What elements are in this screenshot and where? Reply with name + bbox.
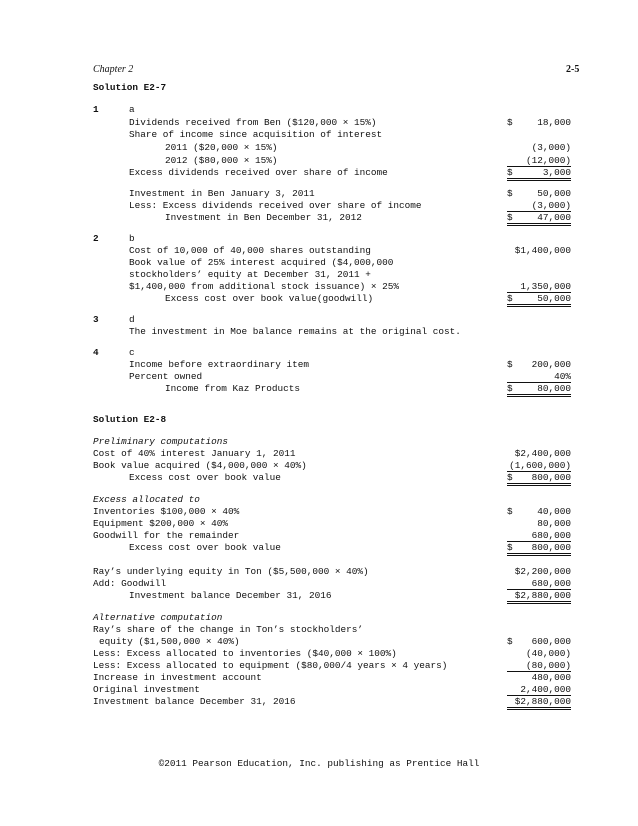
ledger-row: $1,400,000 from additional stock issuance) × 25% 1,350,000 xyxy=(129,281,571,292)
question-number: 3 xyxy=(93,314,99,325)
answer-letter: d xyxy=(129,314,135,325)
ledger-row: Income from Kaz Products $ 80,000 xyxy=(93,383,573,395)
ledger-row: Book value of 25% interest acquired ($4,000,000 xyxy=(129,257,394,268)
section-title-e2-8: Solution E2-8 xyxy=(93,414,167,425)
ledger-row: Ray’s underlying equity in Ton ($5,500,000 × 40%) $2,200,000 xyxy=(93,566,571,577)
question-number: 2 xyxy=(93,233,99,244)
ledger-row: Less: Excess allocated to equipment ($80,000/4 years × 4 years) (80,000) xyxy=(93,660,571,671)
ledger-row: Book value acquired ($4,000,000 × 40%) (1,600,000) xyxy=(93,460,571,471)
page-number: 2-5 xyxy=(566,64,580,75)
ledger-row: Add: Goodwill 680,000 xyxy=(93,578,571,589)
ledger-row: Investment in Ben January 3, 2011 $ 50,000 xyxy=(129,188,571,199)
ledger-row: Excess dividends received over share of income $ 3,000 xyxy=(93,167,573,179)
ledger-row: Investment balance December 31, 2016 $2,880,000 xyxy=(93,590,573,602)
ledger-row: Excess cost over book value(goodwill) $ 50,000 xyxy=(93,293,573,305)
ledger-row: 2012 ($80,000 × 15%) (12,000) xyxy=(165,155,571,166)
subheading: Alternative computation xyxy=(93,612,223,623)
ledger-row: Inventories $100,000 × 40% $ 40,000 xyxy=(93,506,571,517)
ledger-row: Dividends received from Ben ($120,000 × 15%) $ 18,000 xyxy=(129,117,571,128)
question-number: 1 xyxy=(93,104,99,115)
subheading: Excess allocated to xyxy=(93,494,200,505)
section-title-e2-7: Solution E2-7 xyxy=(93,82,167,93)
ledger-row: Cost of 10,000 of 40,000 shares outstanding $1,400,000 xyxy=(129,245,571,256)
ledger-row: Increase in investment account 480,000 xyxy=(93,672,571,683)
ledger-row: stockholders’ equity at December 31, 2011 + xyxy=(129,269,371,280)
ledger-row: Investment balance December 31, 2016 $2,880,000 xyxy=(93,696,573,708)
ledger-row: Share of income since acquisition of interest xyxy=(129,129,383,140)
ledger-row: Cost of 40% interest January 1, 2011 $2,400,000 xyxy=(93,448,571,459)
ledger-row: Investment in Ben December 31, 2012 $ 47,000 xyxy=(93,212,573,224)
answer-letter: b xyxy=(129,233,135,244)
chapter-header: Chapter 2 xyxy=(93,64,134,75)
ledger-row: Equipment $200,000 × 40% 80,000 xyxy=(93,518,571,529)
answer-letter: a xyxy=(129,104,135,115)
ledger-row: 2011 ($20,000 × 15%) (3,000) xyxy=(165,142,571,153)
ledger-row: equity ($1,500,000 × 40%) $ 600,000 xyxy=(99,636,571,647)
ledger-row: Less: Excess dividends received over share of income (3,000) xyxy=(129,200,571,211)
question-number: 4 xyxy=(93,347,99,358)
ledger-row: The investment in Moe balance remains at the original cost. xyxy=(129,326,461,337)
ledger-row: Ray’s share of the change in Ton’s stockholders’ xyxy=(93,624,364,635)
ledger-row: Excess cost over book value $ 800,000 xyxy=(93,542,573,554)
answer-letter: c xyxy=(129,347,135,358)
ledger-row: Original investment 2,400,000 xyxy=(93,684,571,695)
ledger-row: Percent owned 40% xyxy=(129,371,571,382)
ledger-row: Less: Excess allocated to inventories ($40,000 × 100%) (40,000) xyxy=(93,648,571,659)
ledger-row: Income before extraordinary item $ 200,000 xyxy=(129,359,571,370)
ledger-row: Excess cost over book value $ 800,000 xyxy=(93,472,573,484)
subheading: Preliminary computations xyxy=(93,436,229,447)
copyright-footer: ©2011 Pearson Education, Inc. publishing as Prentice Hall xyxy=(158,758,480,769)
ledger-row: Goodwill for the remainder 680,000 xyxy=(93,530,571,541)
